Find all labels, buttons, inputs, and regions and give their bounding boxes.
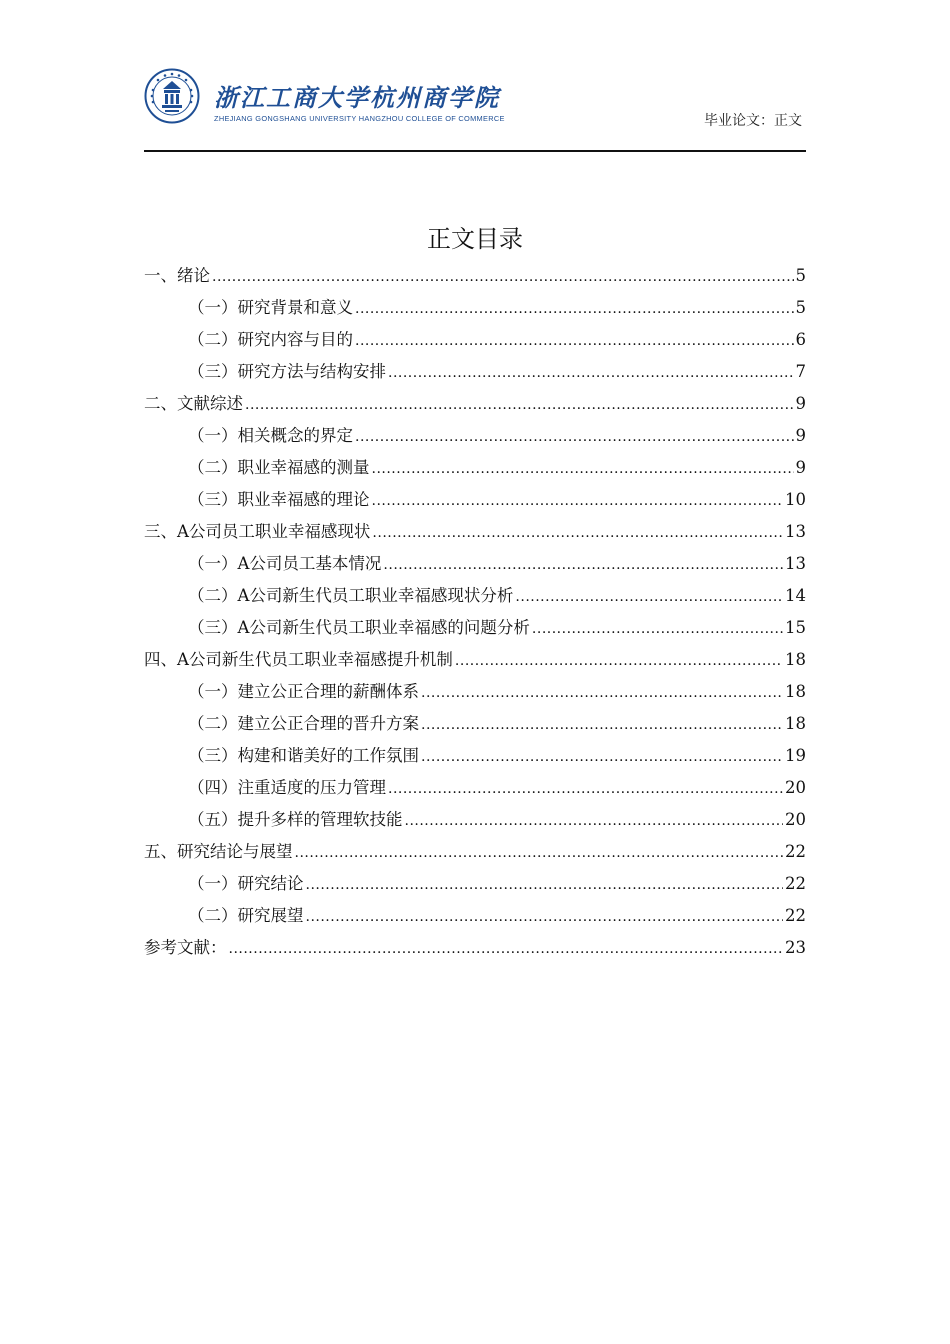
toc-entry-label: （二）建立公正合理的晋升方案	[188, 714, 419, 733]
toc-dot-leader	[515, 581, 783, 613]
toc-entry[interactable]	[144, 644, 806, 676]
toc-dot-leader	[245, 389, 794, 421]
toc-dot-leader	[405, 805, 784, 837]
toc-dot-leader	[372, 453, 794, 485]
toc-entry-page: 18	[785, 682, 806, 701]
table-of-contents	[144, 260, 806, 964]
toc-entry-label: （一）建立公正合理的薪酬体系	[188, 682, 419, 701]
toc-entry[interactable]	[144, 772, 806, 804]
toc-entry-page: 7	[795, 362, 806, 381]
toc-entry[interactable]	[144, 260, 806, 292]
toc-entry-label: （三）职业幸福感的理论	[188, 490, 370, 509]
toc-entry[interactable]	[144, 836, 806, 868]
page-header	[144, 64, 806, 152]
toc-entry[interactable]	[144, 420, 806, 452]
toc-dot-leader	[372, 485, 784, 517]
toc-title: 正文目录	[427, 225, 523, 253]
toc-entry[interactable]	[144, 932, 806, 964]
toc-entry-label: （三）构建和谐美好的工作氛围	[188, 746, 419, 765]
toc-dot-leader	[355, 293, 794, 325]
toc-dot-leader	[295, 837, 784, 869]
toc-entry[interactable]	[144, 740, 806, 772]
university-logo	[214, 78, 505, 123]
toc-entry-number: 五、	[144, 842, 177, 861]
toc-entry-label: 参考文献：	[144, 938, 227, 957]
toc-entry-number: 一、	[144, 266, 177, 285]
toc-entry[interactable]	[144, 356, 806, 388]
toc-entry[interactable]	[144, 324, 806, 356]
toc-entry-label: （二）研究内容与目的	[188, 330, 353, 349]
toc-entry[interactable]	[144, 612, 806, 644]
toc-entry-label: A公司新生代员工职业幸福感提升机制	[177, 650, 453, 669]
toc-entry-page: 23	[785, 938, 806, 957]
toc-entry-label: 文献综述	[177, 394, 243, 413]
toc-entry-label: （五）提升多样的管理软技能	[188, 810, 403, 829]
toc-entry-page: 22	[785, 906, 806, 925]
toc-entry-page: 14	[785, 586, 806, 605]
toc-entry-page: 19	[785, 746, 806, 765]
toc-entry-label: 绪论	[177, 266, 210, 285]
toc-entry-label: （一）A公司员工基本情况	[188, 554, 382, 573]
toc-dot-leader	[383, 549, 783, 581]
university-seal-icon	[144, 68, 200, 124]
toc-entry-label: （四）注重适度的压力管理	[188, 778, 386, 797]
toc-dot-leader	[372, 517, 783, 549]
toc-entry[interactable]	[144, 580, 806, 612]
toc-entry[interactable]	[144, 868, 806, 900]
toc-entry-page: 9	[795, 426, 806, 445]
toc-dot-leader	[306, 869, 784, 901]
header-rule	[144, 150, 806, 152]
toc-entry-label: （二）研究展望	[188, 906, 304, 925]
toc-dot-leader	[421, 709, 783, 741]
toc-dot-leader	[388, 357, 794, 389]
toc-dot-leader	[306, 901, 784, 933]
toc-dot-leader	[229, 933, 784, 965]
toc-entry-label: （一）相关概念的界定	[188, 426, 353, 445]
university-name-cn: 浙江工商大学杭州商学院	[214, 84, 500, 112]
toc-entry-label: （二）职业幸福感的测量	[188, 458, 370, 477]
toc-entry-page: 9	[795, 458, 806, 477]
toc-entry-page: 22	[785, 874, 806, 893]
toc-entry[interactable]	[144, 292, 806, 324]
toc-entry[interactable]	[144, 708, 806, 740]
toc-entry-page: 15	[785, 618, 806, 637]
toc-entry-page: 22	[785, 842, 806, 861]
running-head: 毕业论文：正文	[704, 113, 802, 129]
toc-dot-leader	[355, 325, 794, 357]
toc-dot-leader	[421, 741, 783, 773]
toc-entry[interactable]	[144, 484, 806, 516]
toc-entry-label: （三）研究方法与结构安排	[188, 362, 386, 381]
toc-entry-label: （一）研究结论	[188, 874, 304, 893]
toc-entry-page: 5	[795, 298, 806, 317]
toc-dot-leader	[388, 773, 783, 805]
toc-entry-label: （一）研究背景和意义	[188, 298, 353, 317]
toc-entry-number: 四、	[144, 650, 177, 669]
toc-entry[interactable]	[144, 900, 806, 932]
toc-entry-label: （二）A公司新生代员工职业幸福感现状分析	[188, 586, 514, 605]
toc-entry-page: 18	[785, 714, 806, 733]
toc-dot-leader	[421, 677, 783, 709]
toc-dot-leader	[355, 421, 794, 453]
toc-entry[interactable]	[144, 452, 806, 484]
toc-entry-label: 研究结论与展望	[177, 842, 293, 861]
toc-entry-page: 10	[785, 490, 806, 509]
toc-entry-page: 18	[785, 650, 806, 669]
toc-entry[interactable]	[144, 804, 806, 836]
toc-dot-leader	[212, 261, 794, 293]
toc-dot-leader	[455, 645, 783, 677]
toc-entry-page: 13	[785, 522, 806, 541]
toc-entry-number: 二、	[144, 394, 177, 413]
toc-entry-page: 5	[795, 266, 806, 285]
toc-entry-page: 20	[785, 810, 806, 829]
toc-entry[interactable]	[144, 548, 806, 580]
toc-dot-leader	[532, 613, 783, 645]
toc-entry-number: 三、	[144, 522, 177, 541]
toc-entry-page: 6	[795, 330, 806, 349]
toc-entry-page: 9	[795, 394, 806, 413]
toc-entry[interactable]	[144, 676, 806, 708]
toc-entry[interactable]	[144, 388, 806, 420]
toc-entry-page: 20	[785, 778, 806, 797]
toc-entry-page: 13	[785, 554, 806, 573]
toc-entry[interactable]	[144, 516, 806, 548]
toc-entry-label: （三）A公司新生代员工职业幸福感的问题分析	[188, 618, 530, 637]
university-name-en: ZHEJIANG GONGSHANG UNIVERSITY HANGZHOU COLLEGE OF COMMERCE	[214, 114, 505, 123]
toc-entry-label: A公司员工职业幸福感现状	[177, 522, 371, 541]
